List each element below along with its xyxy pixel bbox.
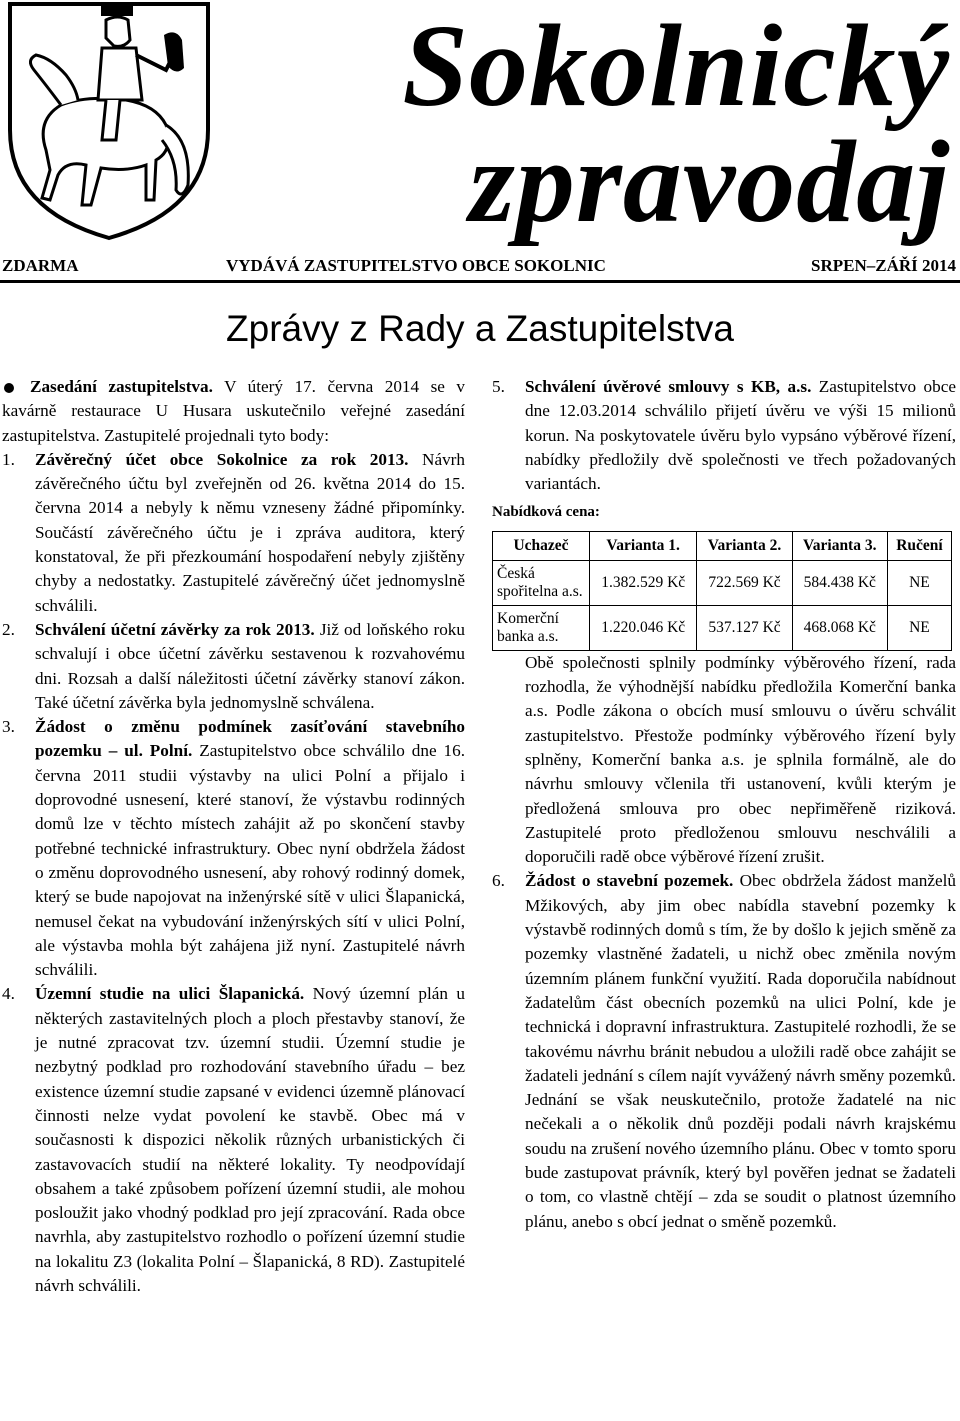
coat-of-arms-logo — [6, 0, 212, 242]
issue-date: SRPEN–ZÁŘÍ 2014 — [811, 256, 956, 275]
agenda-item-4 — [2, 982, 465, 1298]
intro-text: V úterý 17. června 2014 se v kavárně restaurace U Husara uskutečnilo veřejné zasedání zastupitelstva. Zastupitelé projednali tyto body: — [2, 377, 465, 445]
item-heading: Schválení účetní závěrky za rok 2013. — [35, 619, 315, 639]
column-header: Ručení — [887, 531, 951, 560]
item-number: 3. — [2, 717, 15, 737]
final-paragraph: Jednání se však neuskutečnilo, protože žadatelé na nic nečekali a o několik dnů později podali návrh krajskému soudu na zrušení nového územního plánu. Obec v tomto sporu bude zastupovat právník, který byl pověřen jednat se žadateli o tom, co vlastně chtějí – zda se soudit o platnost územního plánu, anebo s obcí jednat o směně pozemků. — [525, 1090, 956, 1231]
item-text: Obec obdržela žádost manželů Mžikových, aby jim obec nabídla stavební pozemky k výstavbě rodinných domů s tím, že by došlo k jejich směně za pozemky vlastněné žadateli, u nichž obec změnila novým územním plánem funkční využití. Rada doporučila nabídnout žadatelům část obecních pozemků na ulici Polní, kde je technická i dopravní infrastruktura. Zastupitelé rozhodli, že se takovému návrhu bránit nebudou a uložili radě obce zahájit se žadateli jednání s cílem najít vyvážený návrh směny pozemků. — [525, 871, 956, 1085]
bullet-icon — [4, 383, 14, 393]
item-number: 2. — [2, 619, 15, 639]
item-number: 5. — [492, 377, 505, 396]
agenda-item-2 — [2, 618, 465, 715]
item-text: Zastupitelstvo obce dne 12.03.2014 schválilo přijetí úvěru ve výši 15 milionů korun. Na poskytovatele úvěru bylo vypsáno výběrové řízení, nabídky předložily dvě společnosti ve třech požadovaných variantách. — [525, 377, 956, 494]
item-text: Nový územní plán u některých zastavitelných ploch a ploch přestavby stanoví, že je nutné zpracovat tzv. územní studii. Územní studie je nezbytný podklad pro rozhodování stavebního úřadu – bez existence územní studie zapsané v evidenci územně plánovací činnosti nelze vydat povolení ke stavbě. Obec má v současnosti k dispozici několik různých urbanistických či zastavovacích studií na některé lokality. Ty neodpovídají obsahem a také způsobem pořízení územní studii, ale mohou posloužit jako vhodný podklad pro její zpracování. Rada obce navrhla, aby zastupitelstvo rozhodlo o pořízení územní studie na lokalitu Z3 (lokalita Polní – Šlapanická, 8 RD). Zastupitelé návrh schválili. — [35, 984, 465, 1295]
agenda-item-6 — [492, 869, 956, 1088]
item-heading: Žádost o změnu podmínek zasíťování stavebního pozemku – ul. Polní. — [35, 717, 465, 761]
agenda-item-5 — [492, 375, 956, 496]
variant-3-value: 584.438 Kč — [792, 560, 887, 605]
agenda-item-1 — [2, 448, 465, 618]
variant-1-value: 1.220.046 Kč — [590, 605, 697, 650]
left-column — [2, 375, 465, 1298]
intro-heading: Zasedání zastupitelstva. — [30, 377, 213, 396]
column-header: Varianta 3. — [792, 531, 887, 560]
item-heading: Schválení úvěrové smlouvy s KB, a.s. — [525, 377, 812, 396]
price-label: ZDARMA — [2, 256, 79, 275]
offers-label: Nabídková cena: — [492, 504, 600, 521]
column-header: Varianta 1. — [590, 531, 697, 560]
masthead-rule — [0, 280, 960, 283]
item-heading: Závěrečný účet obce Sokolnice za rok 2013. — [35, 449, 409, 469]
right-column — [492, 375, 956, 1234]
item-number: 6. — [492, 871, 505, 891]
bidder-name: Komerční banka a.s. — [493, 605, 590, 650]
variant-3-value: 468.068 Kč — [792, 605, 887, 650]
item-text: Zastupitelstvo obce schválilo dne 16. června 2011 studii výstavby na ulici Polní a přijalo i doprovodné usnesení, které stanoví, že výstavbu rodinných domů lze v těchto místech zahájit až po skončení stavby potřebné technické infrastruktury. Obec nyní obdržela žádost o změnu doprovodného usnesení, aby rohový rodinný domek, který se bude napojovat na inženýrské sítě v ulici Šlapanická, nemusel čekat na vybudování inženýrských sítí v ulici Polní, ale výstavba mohla být zahájena již nyní. Zastupitelé návrh schválili. — [35, 741, 466, 980]
table-header-row — [493, 531, 952, 560]
masthead-line-2: zpravodaj — [469, 116, 950, 247]
agenda-item-3 — [2, 715, 465, 982]
variant-2-value: 722.569 Kč — [697, 560, 792, 605]
item-number: 1. — [2, 449, 15, 469]
column-header: Varianta 2. — [697, 531, 792, 560]
offers-table — [492, 531, 952, 651]
variant-2-value: 537.127 Kč — [697, 605, 792, 650]
guarantee-value: NE — [887, 560, 951, 605]
bidder-name: Česká spořitelna a.s. — [493, 560, 590, 605]
item-text: Již od loňského roku schvalují i obce účetní závěrku sestavenou k rozvahovému dni. Rozsah a další náležitosti účetní závěrky stanoví zákon. Také účetní závěrka byla jednomyslně schválena. — [35, 619, 465, 712]
item-heading: Územní studie na ulici Šlapanická. — [35, 984, 305, 1004]
masthead-line-1: Sokolnický — [402, 0, 950, 131]
guarantee-value: NE — [887, 605, 951, 650]
intro-paragraph — [2, 375, 465, 448]
item-text: Návrh závěrečného účtu byl zveřejněn od 26. května 2014 do 15. června 2014 a nebyly k němu vzneseny žádné připomínky. Součástí závěrečného účtu je i zpráva auditora, který konstatoval, že při přezkoumání hospodaření nebyly zjištěny chyby a nedostatky. Zastupitelé závěrečný účet jednomyslně schválili. — [35, 449, 465, 615]
item-number: 4. — [2, 984, 15, 1004]
masthead-strip — [0, 254, 960, 278]
variant-1-value: 1.382.529 Kč — [590, 560, 697, 605]
item-heading: Žádost o stavební pozemek. — [525, 871, 734, 891]
table-row — [493, 605, 952, 650]
table-row — [493, 560, 952, 605]
column-header: Uchazeč — [493, 531, 590, 560]
publisher-label: VYDÁVÁ ZASTUPITELSTVO OBCE SOKOLNIC — [226, 256, 606, 275]
page-headline: Zprávy z Rady a Zastupitelstva — [226, 308, 734, 349]
after-table-paragraph: Obě společnosti splnily podmínky výběrového řízení, rada rozhodla, že výhodnější nabídku předložila Komerční banka a.s. Podle zákona o obcích musí smlouvu o úvěru schválit zastupitelstvo. Přestože podmínky výběrového řízení byly splněny, Komerční banka a.s. je splnila formálně, ale do návrhu smlouvy včlenila tři ustanovení, kvůli kterým je předložená smlouva pro obec nepřiměřeně riziková. Zastupitelé proto předloženou smlouvu neschválili a doporučili radě obce výběrové řízení zrušit. — [525, 652, 956, 867]
